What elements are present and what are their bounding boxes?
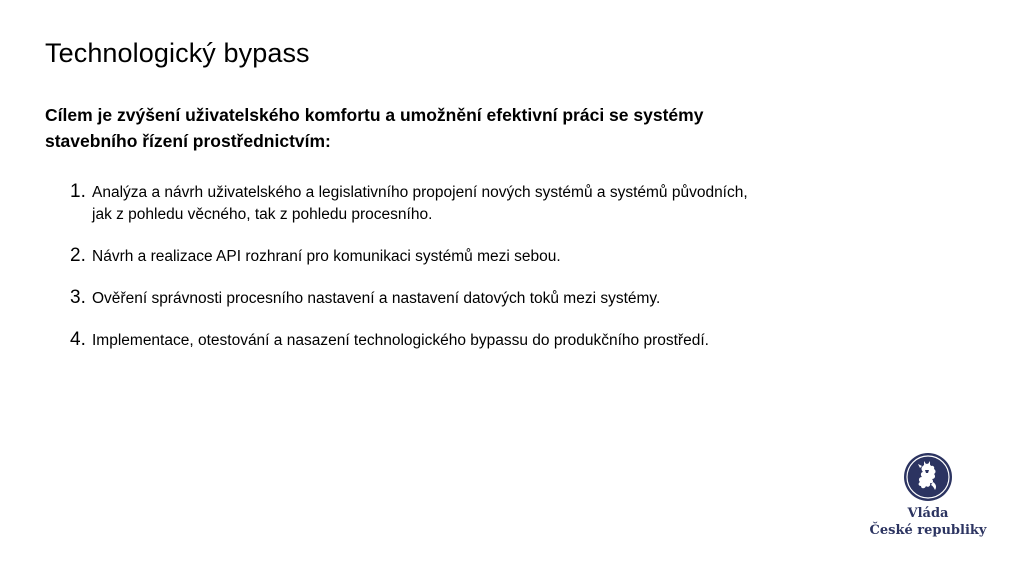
- list-item-text: Ověření správnosti procesního nastavení a nastavení datových toků mezi systémy.: [92, 290, 661, 307]
- numbered-list: [70, 181, 770, 371]
- list-item-text: Implementace, otestování a nasazení technologického bypassu do produkčního prostředí.: [92, 332, 709, 349]
- slide-title: Technologický bypass: [45, 38, 310, 68]
- list-item-text: Analýza a návrh uživatelského a legislativního propojení nových systémů a systémů původních, jak z pohledu věcného, tak z pohledu procesního.: [92, 184, 748, 223]
- slide-subtitle: Cílem je zvýšení uživatelského komfortu a umožnění efektivní práci se systémy stavebního řízení prostřednictvím:: [45, 105, 704, 151]
- list-item-text: Návrh a realizace API rozhraní pro komunikaci systémů mezi sebou.: [92, 248, 561, 265]
- list-item: [70, 181, 770, 226]
- list-item-number: 4.: [70, 329, 86, 350]
- logo-text-line2: České republiky: [869, 523, 987, 538]
- list-item-number: 3.: [70, 287, 86, 308]
- list-item: [70, 245, 770, 268]
- list-item-number: 1.: [70, 181, 86, 202]
- logo-text-line1: Vláda: [907, 506, 949, 521]
- government-logo: [858, 452, 998, 539]
- list-item-number: 2.: [70, 245, 86, 266]
- list-item: [70, 329, 770, 352]
- lion-emblem-icon: [903, 452, 953, 502]
- list-item: [70, 287, 770, 310]
